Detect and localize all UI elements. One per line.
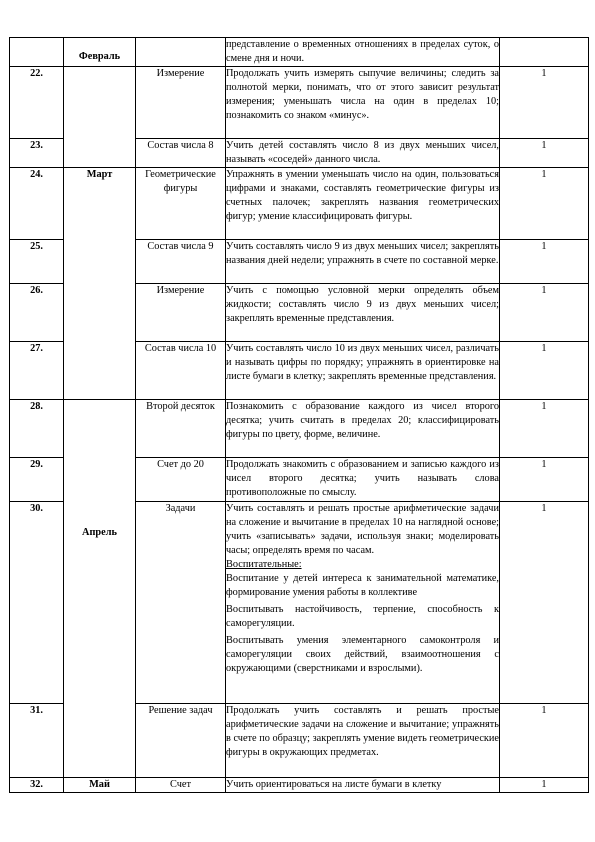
month-cell xyxy=(64,67,136,168)
content-cell: Учить составлять число 10 из двух меньших чисел, различать и называть цифры по порядку; упражнять в ориентировке на листе бумаги в клетку; закреплять временные представления. xyxy=(226,342,500,400)
hours-cell: 1 xyxy=(500,240,589,284)
content-cell: Упражнять в умении уменьшать число на один, пользоваться цифрами и знаками, составлять геометрические фигуры из счетных палочек; закреплять названия геометрических фигур; умение классифицировать фигуры. xyxy=(226,168,500,240)
educational-goals-heading: Воспитательные: xyxy=(226,559,302,570)
lesson-plan-table xyxy=(9,37,589,793)
hours-cell: 1 xyxy=(500,778,589,793)
topic-cell: Состав числа 10 xyxy=(136,342,226,400)
table-row xyxy=(10,778,589,793)
hours-cell: 1 xyxy=(500,704,589,778)
table-row xyxy=(10,400,589,458)
hours-cell: 1 xyxy=(500,67,589,139)
month-cell: Май xyxy=(64,778,136,793)
topic-cell: Счет xyxy=(136,778,226,793)
content-cell: представление о временных отношениях в пределах суток, о смене дня и ночи. xyxy=(226,38,500,67)
topic-cell: Решение задач xyxy=(136,704,226,778)
content-cell: Учить детей составлять число 8 из двух меньших чисел, называть «соседей» данного числа. xyxy=(226,139,500,168)
educational-goal-item: Воспитывать умения элементарного самоконтроля и саморегуляции своих действий, взаимоотношения с окружающими (сверстниками и взрослыми). xyxy=(226,635,499,674)
month-cell: Февраль xyxy=(64,38,136,67)
row-number xyxy=(10,38,64,67)
row-number: 23. xyxy=(10,139,64,168)
topic-cell: Счет до 20 xyxy=(136,458,226,502)
content-cell: Продолжать знакомить с образованием и записью каждого из чисел второго десятка; учить называть слова противоположные по смыслу. xyxy=(226,458,500,502)
educational-goal-item: Воспитание у детей интереса к занимательной математике, формирование умения работы в коллективе xyxy=(226,573,499,598)
content-cell: Учить ориентироваться на листе бумаги в клетку xyxy=(226,778,500,793)
content-cell: Учить с помощью условной мерки определять объем жидкости; составлять число 9 из двух меньших чисел; закреплять временные представления. xyxy=(226,284,500,342)
row-number: 32. xyxy=(10,778,64,793)
topic-cell: Состав числа 8 xyxy=(136,139,226,168)
topic-cell xyxy=(136,38,226,67)
topic-cell: Измерение xyxy=(136,67,226,139)
educational-goal-item: Воспитывать настойчивость, терпение, способность к саморегуляции. xyxy=(226,604,499,629)
topic-cell: Состав числа 9 xyxy=(136,240,226,284)
row-number: 29. xyxy=(10,458,64,502)
row-number: 25. xyxy=(10,240,64,284)
row-number: 30. xyxy=(10,502,64,704)
hours-cell: 1 xyxy=(500,458,589,502)
row-number: 31. xyxy=(10,704,64,778)
row-number: 22. xyxy=(10,67,64,139)
hours-cell xyxy=(500,38,589,67)
hours-cell: 1 xyxy=(500,342,589,400)
row-number: 26. xyxy=(10,284,64,342)
hours-cell: 1 xyxy=(500,502,589,704)
row-number: 28. xyxy=(10,400,64,458)
table-row xyxy=(10,67,589,139)
month-cell: Апрель xyxy=(64,400,136,778)
hours-cell: 1 xyxy=(500,400,589,458)
topic-cell: Измерение xyxy=(136,284,226,342)
table-row xyxy=(10,38,589,67)
content-cell: Продолжать учить составлять и решать простые арифметические задачи на сложение и вычитание; упражнять в счете по образцу; закреплять умение видеть геометрические фигуры в окружающих предметах. xyxy=(226,704,500,778)
content-cell: Познакомить с образование каждого из чисел второго десятка; учить считать в пределах 20; классифицировать фигуры по цвету, форме, величине. xyxy=(226,400,500,458)
row-number: 27. xyxy=(10,342,64,400)
topic-cell: Геометрические фигуры xyxy=(136,168,226,240)
topic-cell: Задачи xyxy=(136,502,226,704)
hours-cell: 1 xyxy=(500,168,589,240)
content-cell: Продолжать учить измерять сыпучие величины; следить за полнотой мерки, понимать, что от этого зависит результат измерения; уменьшать числа на один в пределах 10; познакомить со знаком «минус». xyxy=(226,67,500,139)
topic-cell: Второй десяток xyxy=(136,400,226,458)
table-row xyxy=(10,168,589,240)
content-cell xyxy=(226,502,500,704)
content-cell: Учить составлять число 9 из двух меньших чисел; закреплять названия дней недели; упражнять в счете по составной мерке. xyxy=(226,240,500,284)
hours-cell: 1 xyxy=(500,284,589,342)
month-cell: Март xyxy=(64,168,136,400)
row-number: 24. xyxy=(10,168,64,240)
hours-cell: 1 xyxy=(500,139,589,168)
lesson-goal-text: Учить составлять и решать простые арифметические задачи на сложение и вычитание в пределах 10 на наглядной основе; учить «записывать» задачи, используя знаки; моделировать часы; определять время по часам. xyxy=(226,503,499,556)
